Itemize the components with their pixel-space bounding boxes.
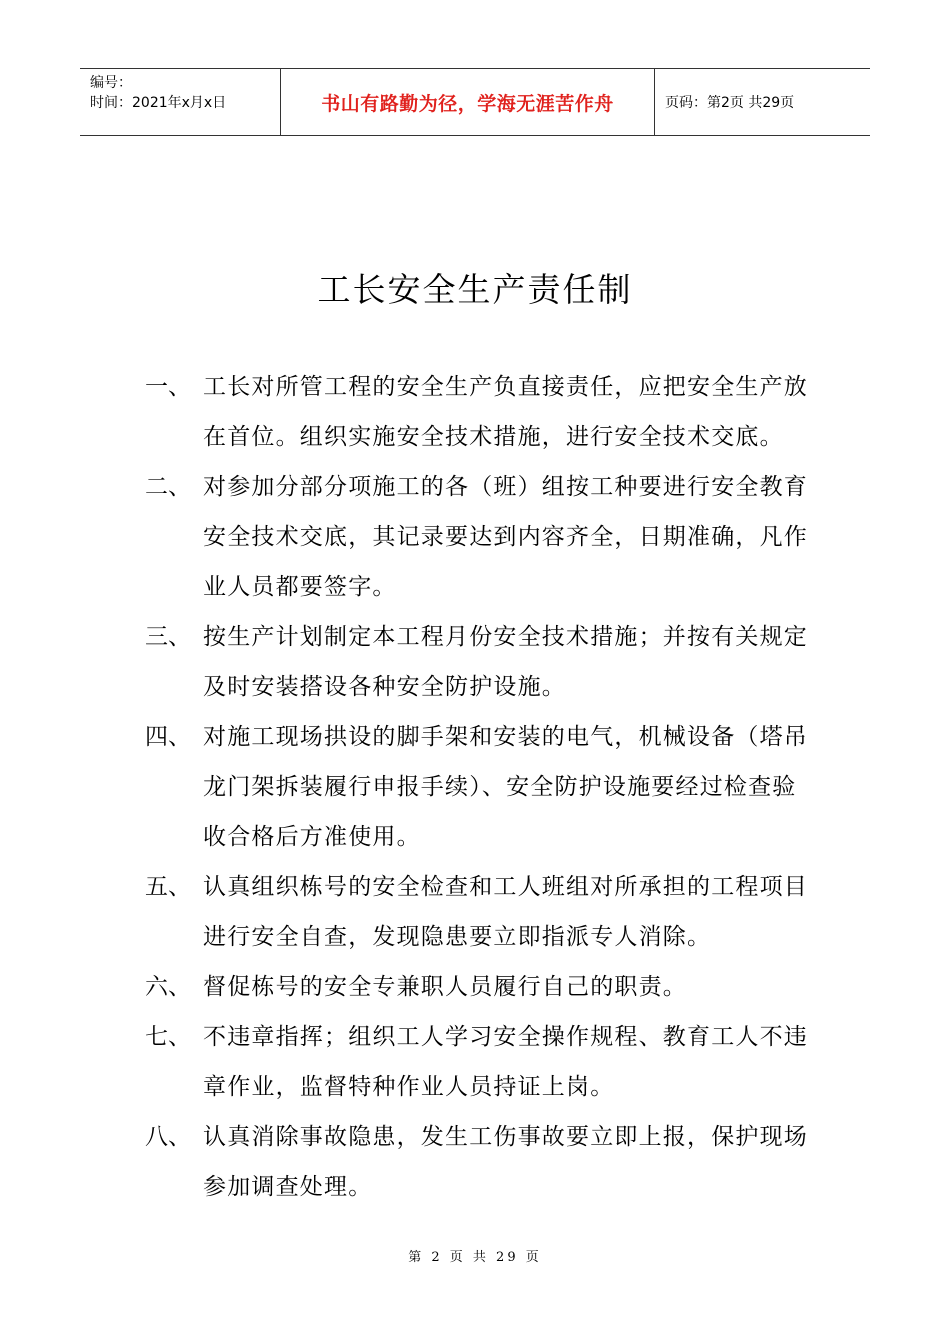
clause-number: 七、 xyxy=(145,1024,191,1050)
clause-number: 一、 xyxy=(145,374,191,400)
clause-text: 按生产计划制定本工程月份安全技术措施；并按有关规定及时安装搭设各种安全防护设施。 xyxy=(203,624,808,700)
document-title: 工长安全生产责任制 xyxy=(317,270,633,309)
clause-item xyxy=(0,962,950,1012)
header-motto: 书山有路勤为径，学海无涯苦作舟 xyxy=(281,69,655,135)
clause-item xyxy=(0,1112,950,1212)
clause-number: 五、 xyxy=(145,874,191,900)
clause-item xyxy=(0,1012,950,1112)
clause-item xyxy=(0,612,950,712)
clause-text: 认真组织栋号的安全检查和工人班组对所承担的工程项目进行安全自查，发现隐患要立即指派专人消除。 xyxy=(203,874,808,950)
header-number: 编号： xyxy=(90,75,132,91)
header-meta xyxy=(80,69,281,135)
clause-number: 三、 xyxy=(145,624,191,650)
page-header xyxy=(80,68,870,136)
clause-text: 督促栋号的安全专兼职人员履行自己的职责。 xyxy=(203,974,687,1000)
page-footer: 第 2 页 共 29 页 xyxy=(408,1250,542,1265)
clause-text: 不违章指挥；组织工人学习安全操作规程、教育工人不违章作业，监督特种作业人员持证上岗。 xyxy=(203,1024,808,1100)
clause-number: 二、 xyxy=(145,474,191,500)
clause-item xyxy=(0,462,950,612)
clause-item xyxy=(0,362,950,462)
clause-text: 工长对所管工程的安全生产负直接责任，应把安全生产放在首位。组织实施安全技术措施，进行安全技术交底。 xyxy=(203,374,808,450)
clause-item xyxy=(0,712,950,862)
clause-item xyxy=(0,862,950,962)
header-time: 时间：2021年x月x日 xyxy=(90,95,227,111)
clause-number: 八、 xyxy=(145,1124,191,1150)
clause-text: 对施工现场拱设的脚手架和安装的电气，机械设备（塔吊龙门架拆装履行申报手续）、安全防护设施要经过检查验收合格后方准使用。 xyxy=(203,724,808,850)
clause-number: 四、 xyxy=(145,724,191,750)
clause-text: 对参加分部分项施工的各（班）组按工种要进行安全教育安全技术交底，其记录要达到内容齐全，日期准确，凡作业人员都要签字。 xyxy=(203,474,808,600)
header-page: 页码：第2页 共29页 xyxy=(665,95,795,111)
clause-list xyxy=(0,362,950,1212)
clause-number: 六、 xyxy=(145,974,191,1000)
clause-text: 认真消除事故隐患，发生工伤事故要立即上报，保护现场参加调查处理。 xyxy=(203,1124,808,1200)
